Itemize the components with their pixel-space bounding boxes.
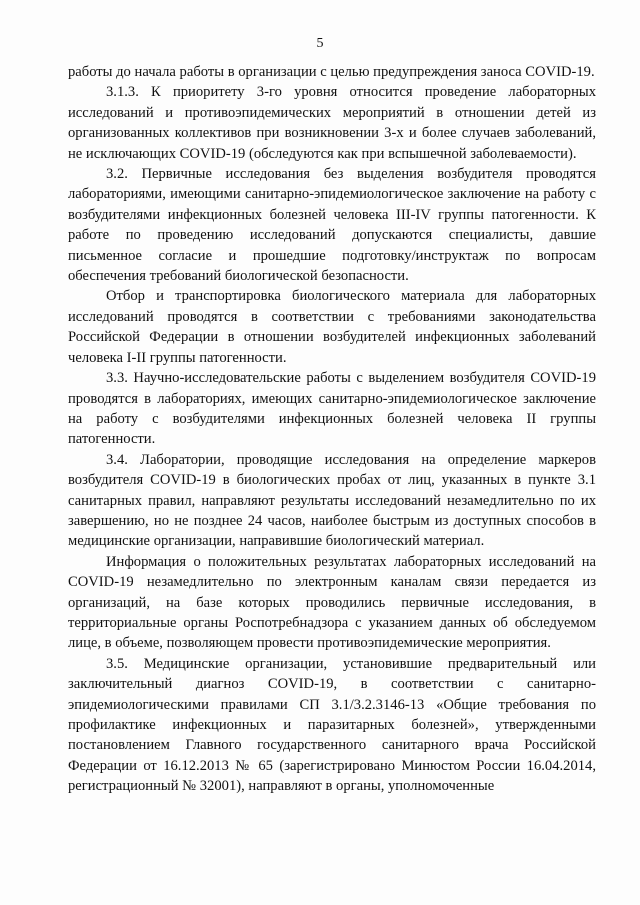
- document-body: [68, 62, 596, 797]
- paragraph-continuation: работы до начала работы в организации с целью предупреждения заноса COVID-19.: [68, 64, 595, 80]
- page-number: 5: [316, 36, 324, 51]
- paragraph-3-1-3: 3.1.3. К приоритету 3-го уровня относится проведение лабораторных исследований и противоэпидемических мероприятий в отношении детей из организованных коллективов при возникновении 3-х и более случаев заболеваний, не исключающих COVID-19 (обследуются как при вспышечной заболеваемости).: [68, 84, 596, 162]
- paragraph-3-4: 3.4. Лаборатории, проводящие исследования на определение маркеров возбудителя COVID-19 в биологических пробах от лиц, указанных в пункте 3.1 санитарных правил, направляют результаты исследований незамедлительно по их завершению, но не позднее 24 часов, наиболее быстрым из доступных способов в медицинские организации, направившие биологический материал.: [68, 451, 596, 550]
- paragraph-positive-results: Информация о положительных результатах лабораторных исследований на COVID-19 незамедлительно по электронным каналам связи передается из организаций, на базе которых проводились первичные исследования, в территориальные органы Роспотребнадзора с указанием данных об обследуемом лице, в объеме, позволяющем провести противоэпидемические мероприятия.: [68, 553, 596, 652]
- paragraph-transport: Отбор и транспортировка биологического материала для лабораторных исследований проводятся в соответствии с требованиями законодательства Российской Федерации в отношении возбудителей инфекционных заболеваний человека I-II группы патогенности.: [68, 288, 596, 366]
- paragraph-3-3: 3.3. Научно-исследовательские работы с выделением возбудителя COVID-19 проводятся в лабораториях, имеющих санитарно-эпидемиологическое заключение на работу с возбудителями инфекционных болезней человека II группы патогенности.: [68, 370, 596, 448]
- paragraph-3-5: 3.5. Медицинские организации, установившие предварительный или заключительный диагноз COVID-19, в соответствии с санитарно-эпидемиологическими правилами СП 3.1/3.2.3146-13 «Общие требования по профилактике инфекционных и паразитарных болезней», утвержденными постановлением Главного государственного санитарного врача Российской Федерации от 16.12.2013 № 65 (зарегистрировано Минюстом России 16.04.2014, регистрационный № 32001), направляют в органы, уполномоченные: [68, 655, 596, 795]
- paragraph-3-2: 3.2. Первичные исследования без выделения возбудителя проводятся лабораториями, имеющими санитарно-эпидемиологическое заключение на работу с возбудителями инфекционных болезней человека III-IV группы патогенности. К работе по проведению исследований допускаются специалисты, давшие письменное согласие и прошедшие подготовку/инструктаж по вопросам обеспечения требований биологической безопасности.: [68, 166, 596, 285]
